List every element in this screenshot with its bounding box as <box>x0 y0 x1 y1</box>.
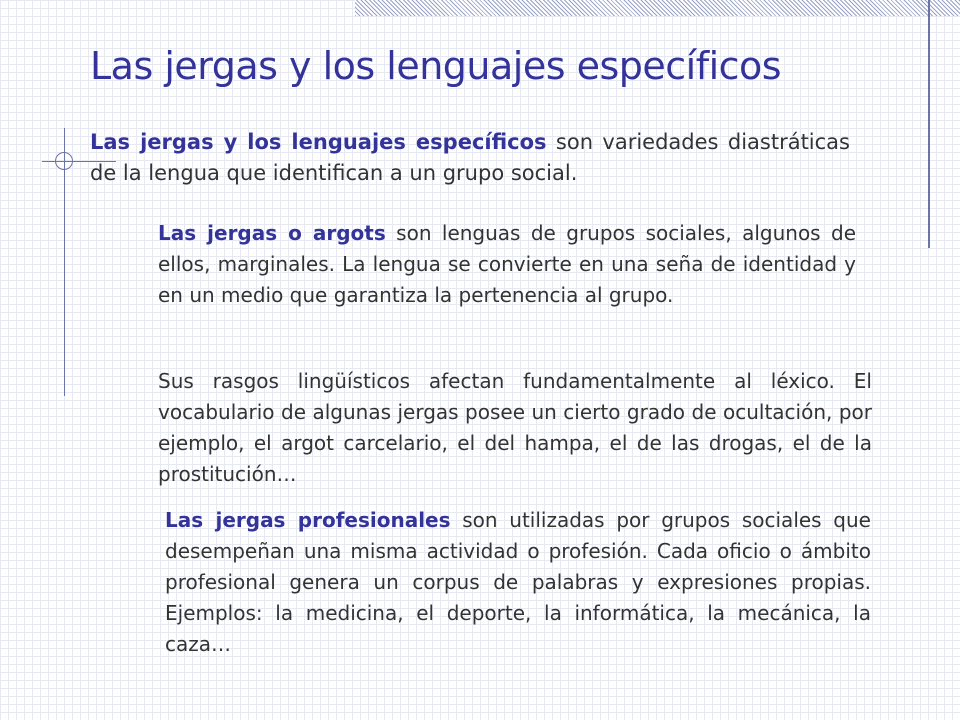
argots-text: son lenguas de grupos sociales, algunos de ellos, marginales. La lengua se convierte en una seña de identidad y en un medio que garantiza la pertenencia al grupo. <box>158 221 856 307</box>
decorative-vertical-line-right <box>928 0 930 248</box>
slide-title: Las jergas y los lenguajes específicos <box>90 44 782 88</box>
rasgos-text: Sus rasgos lingüísticos afectan fundamentalmente al léxico. El vocabulario de algunas jergas posee un cierto grado de ocultación, por ejemplo, el argot carcelario, el del hampa, el de las drogas, el de la prostitución… <box>158 369 872 486</box>
decorative-hatch-band <box>355 0 960 16</box>
rasgos-paragraph <box>158 366 872 490</box>
bullet-circle-icon <box>55 152 73 170</box>
profesionales-paragraph <box>165 505 871 660</box>
argots-paragraph <box>158 218 856 311</box>
intro-paragraph <box>90 127 850 189</box>
intro-text: son variedades diastráticas de la lengua que identifican a un grupo social. <box>90 130 850 185</box>
profesionales-bold-term: Las jergas profesionales <box>165 508 451 532</box>
argots-bold-term: Las jergas o argots <box>158 221 386 245</box>
intro-bold-term: Las jergas y los lenguajes específicos <box>90 130 547 154</box>
profesionales-text: son utilizadas por grupos sociales que desempeñan una misma actividad o profesión. Cada oficio o ámbito profesional genera un corpus de palabras y expresiones propias. Ejemplos: la medicina, el deporte, la informática, la mecánica, la caza… <box>165 508 871 656</box>
